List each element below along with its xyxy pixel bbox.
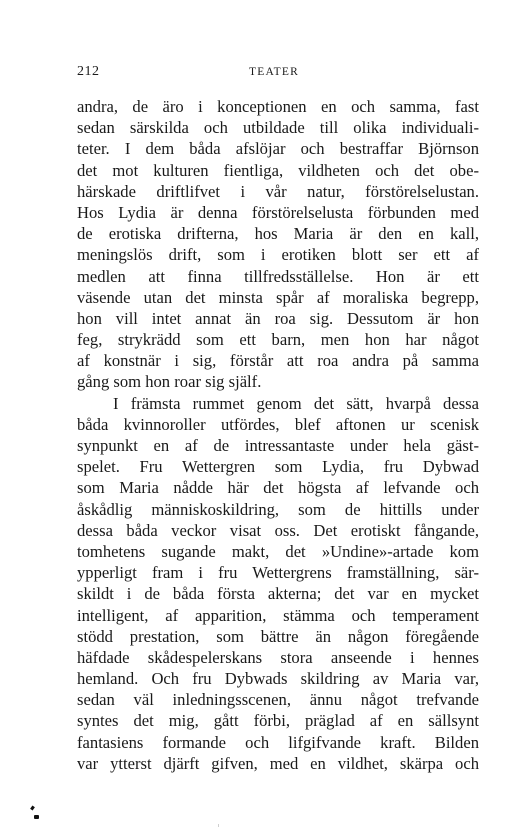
text-line: fantasiens formande och lifgifvande kraft. Bilden [77,732,479,752]
text-line: väsende utan det minsta spår af moraliska begrepp, [77,287,479,307]
text-line: det mot kulturen fientliga, vildheten och det obe- [77,160,479,180]
text-line: medlen att finna tillfredsställelse. Hon är ett [77,266,479,286]
text-line: intelligent, af apparition, stämma och temperament [77,605,479,625]
text-line: andra, de äro i konceptionen en och samma, fast [77,97,479,116]
ink-speck [30,806,35,811]
page-number: 212 [77,64,100,79]
ink-speck [34,815,39,819]
text-line: båda kvinnoroller utfördes, blef aftonen ur scenisk [77,414,479,434]
text-line: dessa båda veckor visat oss. Det erotiskt fångande, [77,520,479,540]
text-line: synpunkt en af de intressantaste under hela gäst- [77,436,479,455]
text-line: som Maria nådde här det högsta af lefvande och [77,478,479,498]
text-line: häfdade skådespelerskans stora anseende i hennes [77,647,479,667]
text-line: var ytterst djärft gifven, med en vildhet, skärpa och [77,753,479,773]
text-line: stödd prestation, som bättre än någon föregående [77,626,479,646]
text-line: I främsta rummet genom det sätt, hvarpå dessa [113,393,479,413]
text-line: meningslös drift, som i erotiken blott ser ett af [77,245,479,265]
text-line: af konstnär i sig, förstår att roa andra på samma [77,351,479,371]
text-line: skildt i de båda första akterna; det var en mycket [77,584,479,604]
paragraph [77,96,479,393]
text-line: teter. I dem båda afslöjar och bestraffar Björnson [77,139,479,159]
text-line: gång som hon roar sig själf. [77,372,262,392]
text-line: åskådlig människoskildring, som de hittills under [77,499,479,519]
running-head: TEATER [249,66,299,78]
text-line: tomhetens sugande makt, det »Undine»-artade kom [77,541,479,561]
text-line: ypperligt fram i fru Wettergrens framställning, sär- [77,563,479,583]
text-line: härskade driftlifvet i vår natur, förstörelselustan. [77,181,479,201]
paragraph [77,393,479,774]
text-line: Hos Lydia är denna förstörelselusta förbunden med [77,202,479,222]
text-line: hon vill intet annat än roa sig. Dessutom är hon [77,308,479,328]
text-line: syntes det mig, gått förbi, präglad af en sällsynt [77,711,479,731]
text-line: sedan särskilda och utbildade till olika individuali- [77,118,479,138]
text-line: hemland. Och fru Dybwads skildring av Maria var, [77,669,479,689]
text-line: sedan väl inledningsscenen, ännu något trefvande [77,690,479,710]
text-line: feg, strykrädd som ett barn, men hon har något [77,330,479,350]
text-line: spelet. Fru Wettergren som Lydia, fru Dybwad [77,457,479,477]
body-text [77,96,479,774]
text-line: de erotiska drifterna, hos Maria är den en kall, [77,224,479,244]
